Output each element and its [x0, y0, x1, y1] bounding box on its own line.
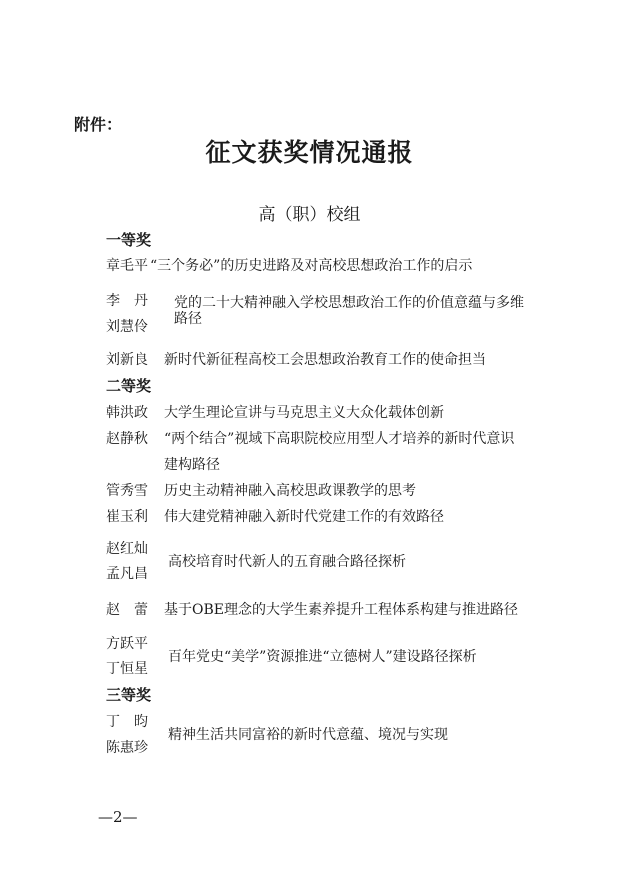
entry-title: 基于OBE理念的大学生素养提升工程体系构建与推进路径	[164, 602, 518, 618]
entry-author: 赵 蕾	[106, 602, 148, 618]
prize-heading-third: 三等奖	[106, 686, 152, 704]
entry-title: “两个结合”视域下高职院校应用型人才培养的新时代意识	[164, 431, 515, 447]
entry-author: 陈惠珍	[106, 740, 148, 756]
entry-author: 丁 昀	[106, 714, 148, 730]
entry-author: 孟凡昌	[106, 566, 148, 582]
entry-author: 赵红灿	[106, 541, 148, 557]
entry-title: 高校培育时代新人的五育融合路径探析	[168, 554, 406, 570]
section-heading: 高（职）校组	[258, 205, 361, 225]
prize-heading-second: 二等奖	[106, 377, 152, 395]
entry-title: “三个务必”的历史进路及对高校思想政治工作的启示	[150, 258, 473, 274]
entry-author: 刘慧伶	[106, 319, 148, 335]
entry-author: 赵静秋	[106, 431, 148, 447]
entry-author: 李 丹	[106, 293, 148, 309]
entry-title: 百年党史“美学”资源推进“立德树人”建设路径探析	[168, 649, 477, 665]
entry-author: 章毛平	[106, 258, 148, 274]
entry-title: 新时代新征程高校工会思想政治教育工作的使命担当	[164, 352, 486, 368]
entry-author: 刘新良	[106, 352, 148, 368]
entry-title: 党的二十大精神融入学校思想政治工作的价值意蕴与多维	[174, 295, 524, 311]
document-title: 征文获奖情况通报	[205, 138, 414, 167]
attachment-label: 附件：	[74, 115, 123, 134]
entry-author: 管秀雪	[106, 483, 148, 499]
entry-title: 伟大建党精神融入新时代党建工作的有效路径	[164, 509, 444, 525]
entry-title: 精神生活共同富裕的新时代意蕴、境况与实现	[168, 727, 448, 743]
prize-heading-first: 一等奖	[106, 231, 152, 249]
entry-author: 崔玉利	[106, 509, 148, 525]
entry-author: 韩洪政	[106, 405, 148, 421]
entry-author: 方跃平	[106, 636, 148, 652]
entry-title-cont: 路径	[174, 311, 202, 327]
entry-author: 丁恒星	[106, 661, 148, 677]
entry-title: 大学生理论宣讲与马克思主义大众化载体创新	[164, 405, 444, 421]
entry-title: 历史主动精神融入高校思政课教学的思考	[164, 483, 416, 499]
page-number: —2—	[98, 808, 138, 826]
entry-title-cont: 建构路径	[164, 457, 220, 473]
